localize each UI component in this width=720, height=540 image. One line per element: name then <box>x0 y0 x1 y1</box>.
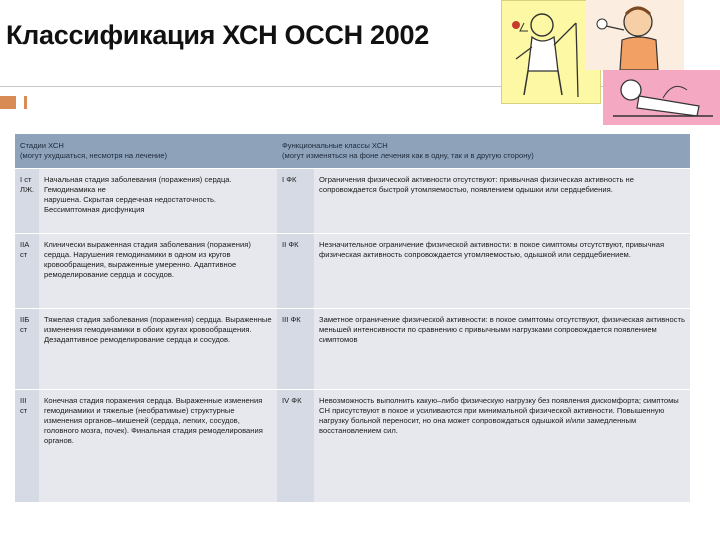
table-row <box>15 234 690 309</box>
fk-cell: III ФК <box>277 309 314 390</box>
man-drawing-icon <box>586 0 684 70</box>
stage-description: Тяжелая стадия заболевания (поражения) сердца. Выраженные изменения гемодинамики в обоих кругах кровообращения. Дезадаптивное ремоделирование сердца и сосудов. <box>39 309 277 390</box>
stage-cell: III ст <box>15 390 39 503</box>
fk-cell: IV ФК <box>277 390 314 503</box>
stage-description: Конечная стадия поражения сердца. Выраженные изменения гемодинамики и тяжелые (необратимые) структурные изменения органов–мишеней (сердца, легких, сосудов, головного мозга, почек). Финальная стадия ремоделирования органов. <box>39 390 277 503</box>
table-row <box>15 390 690 503</box>
fk-description: Незначительное ограничение физической активности: в покое симптомы отсутствуют, привычная физическая активность сопровождается утомляемостью, одышкой или сердцебиением. <box>314 234 690 309</box>
table-header-row <box>15 134 690 169</box>
stage-description: Клинически выраженная стадия заболевания (поражения) сердца. Нарушения гемодинамики в одном из кругов кровообращения, выраженные умеренно. Адаптивное ремоделирование сердца и сосудов. <box>39 234 277 309</box>
stage-cell: I ст ЛЖ. <box>15 169 39 234</box>
stage-cell: IIА ст <box>15 234 39 309</box>
cartoon-man-illustration <box>586 0 684 70</box>
classes-header: Функциональные классы ХСН (могут изменяться на фоне лечения как в одну, так и в другую сторону) <box>277 134 690 169</box>
fk-cell: I ФК <box>277 169 314 234</box>
patient-drawing-icon <box>603 70 720 125</box>
accent-block <box>0 96 16 109</box>
fk-description: Невозможность выполнить какую–либо физическую нагрузку без появления дискомфорта; симптомы СН присутствуют в покое и усиливаются при минимальной физической активности. Повышенную нагрузку больной переносит, но она может сопровождаться одышкой и/или замедленным восстановлением сил. <box>314 390 690 503</box>
classification-table <box>15 134 690 503</box>
table-row <box>15 169 690 234</box>
page-title: Классификация ХСН ОССН 2002 <box>6 20 429 50</box>
cartoon-patient-illustration <box>603 70 720 125</box>
fk-description: Заметное ограничение физической активности: в покое симптомы отсутствуют, физическая активность меньшей интенсивности по сравнению с привычными нагрузками сопровождается появлением симптомов <box>314 309 690 390</box>
table-row <box>15 309 690 390</box>
stage-cell: IIБ ст <box>15 309 39 390</box>
stage-description: Начальная стадия заболевания (поражения) сердца. Гемодинамика не нарушена. Скрытая сердечная недостаточность. Бессимптомная дисфункция <box>39 169 277 234</box>
fk-cell: II ФК <box>277 234 314 309</box>
fk-description: Ограничения физической активности отсутствуют: привычная физическая активность не сопровождается быстрой утомляемостью, появлением одышки или сердцебиения. <box>314 169 690 234</box>
accent-bar <box>24 96 27 109</box>
stages-header: Стадии ХСН (могут ухудшаться, несмотря на лечение) <box>15 134 277 169</box>
